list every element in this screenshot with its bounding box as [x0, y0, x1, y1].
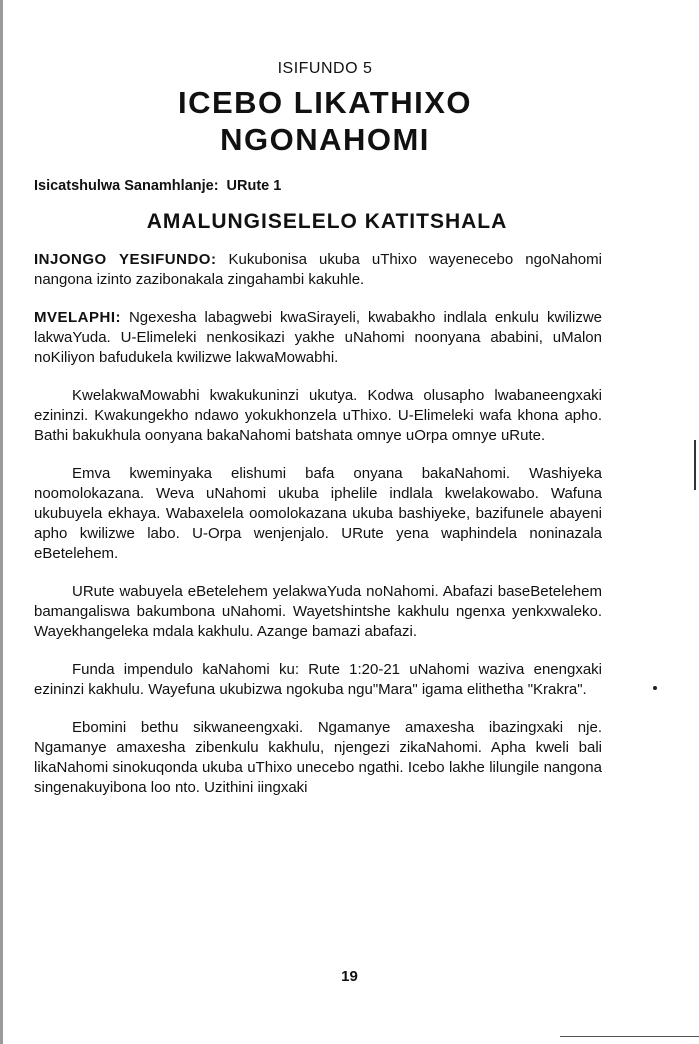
title-line-2: NGONAHOMI [220, 122, 430, 157]
body-paragraph-3: URute wabuyela eBetelehem yelakwaYuda noNahomi. Abafazi baseBetelehem bamangaliswa bakumbona uNahomi. Wayetshintshe kakhulu ngenxa yenkxwaleko. Wayekhangeleka mdala kakhulu. Azange bamazi abafazi. [34, 583, 602, 640]
right-edge-mark [694, 440, 696, 490]
aim-paragraph [34, 250, 602, 290]
section-heading: AMALUNGISELELO KATITSHALA [146, 210, 508, 233]
scripture-reference: URute 1 [226, 178, 282, 194]
background-text: Ngexesha labagwebi kwaSirayeli, kwabakho indlala enkulu kwilizwe lakwaYuda. U-Elimeleki nenkosikazi yakhe uNahomi noonyana ababini, uMalon noKiliyon bafudukela kwilizwe lakwaMowabhi. [34, 309, 602, 366]
page-number: 19 [341, 968, 358, 985]
left-margin-rule [0, 0, 3, 1044]
page-content [34, 60, 602, 816]
lesson-label: ISIFUNDO 5 [277, 60, 373, 77]
body-paragraph-5: Ebomini bethu sikwaneengxaki. Ngamanye amaxesha ibazingxaki nje. Ngamanye amaxesha zibenkulu kakhulu, njengezi zikaNahomi. Apha kweli bali likaNahomi sinokuqonda ukuba uThixo unecebo ngathi. Icebo lakhe lilungile nangona singenakuyibona loo nto. Uzithini iingxaki [34, 719, 602, 796]
body-paragraph-2: Emva kweminyaka elishumi bafa onyana bakaNahomi. Washiyeka noomolokazana. Weva uNahomi ukuba iphelile indlala kwelakowabo. Wafuna ukubuyela ekhaya. Wabaxelela oomolokazana ukuba bashiyeke, bazifunele abayeni apho kwilizwe labo. U-Orpa wenjenjalo. URute yena waphindela noninazala eBetelehem. [34, 465, 602, 562]
ink-speck [653, 686, 657, 690]
aim-label: INJONGO YESIFUNDO: [34, 251, 217, 268]
title-line-1: ICEBO LIKATHIXO [177, 85, 473, 120]
page-title [34, 84, 602, 158]
body-paragraph-1: KwelakwaMowabhi kwakukuninzi ukutya. Kodwa olusapho lwabaneengxaki ezininzi. Kwakungekho ndawo yokukhonzela uThixo. U-Elimeleki wafa khona apho. Bathi bakukhula oonyana bakaNahomi batshata omnye uOrpa omnye uRute. [34, 387, 602, 444]
background-paragraph [34, 308, 602, 368]
background-label: MVELAPHI: [34, 309, 121, 326]
scripture-label: Isicatshulwa Sanamhlanje: [34, 178, 219, 194]
scripture-line [34, 178, 602, 194]
aim-text: Kukubonisa ukuba uThixo wayenecebo ngoNahomi nangona izinto zazibonakala zingahambi kakuhle. [34, 251, 602, 288]
body-paragraph-4: Funda impendulo kaNahomi ku: Rute 1:20-21 uNahomi waziva enengxaki ezininzi kakhulu. Wayefuna ukubizwa ngokuba ngu"Mara" igama elithetha "Krakra". [34, 661, 602, 698]
bottom-rule [560, 1036, 699, 1037]
